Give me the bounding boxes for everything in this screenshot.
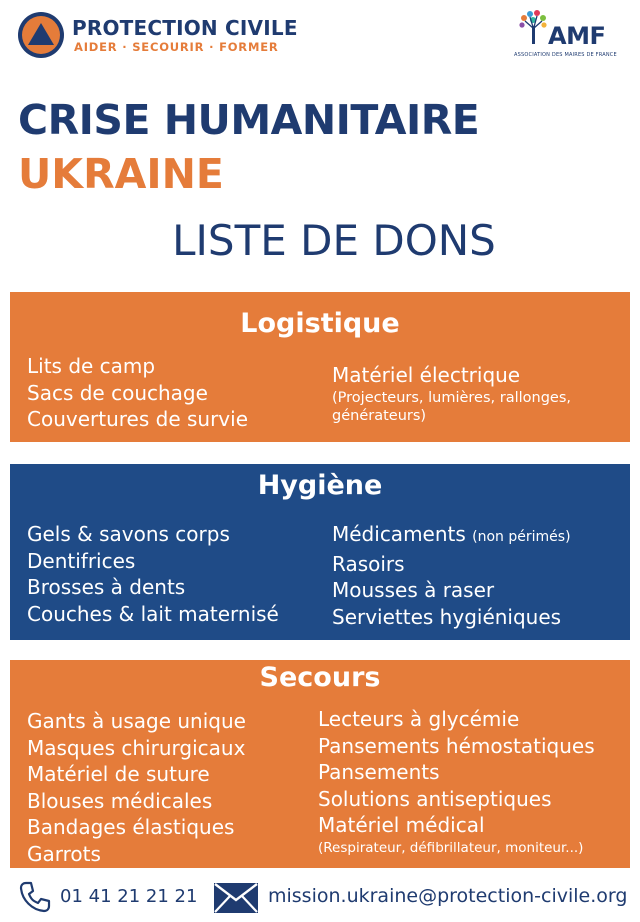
amf-tree-icon (518, 10, 548, 44)
section-title: Secours (259, 662, 381, 693)
list-item: Dentifrices (27, 548, 136, 573)
list-item: Brosses à dents (27, 575, 186, 599)
list-item: Bandages élastiques (27, 815, 235, 839)
list-item: Sacs de couchage (27, 380, 208, 405)
amf-text: AMF (548, 22, 606, 50)
list-item (332, 521, 571, 551)
logistique-right-list (332, 362, 571, 425)
amf-subtitle: ASSOCIATION DES MAIRES DE FRANCE (514, 52, 617, 58)
list-item: Pansements hémostatiques (318, 733, 595, 758)
list-item: Rasoirs (332, 551, 405, 576)
title-crise: CRISE HUMANITAIRE (18, 96, 480, 144)
list-item-detail: générateurs) (332, 407, 427, 424)
email-link[interactable]: mission.ukraine@protection-civile.org (268, 885, 628, 907)
secours-right-list (318, 706, 595, 857)
list-item: Matériel électrique (332, 363, 521, 387)
list-item: Solutions antiseptiques (318, 786, 552, 811)
list-item: Couches & lait maternisé (27, 601, 279, 626)
org-tagline: AIDER · SECOURIR · FORMER (74, 40, 279, 54)
list-item-note: (non périmés) (472, 529, 571, 545)
list-item: Mousses à raser (332, 578, 495, 602)
list-item: Couvertures de survie (27, 407, 248, 431)
list-item: Masques chirurgicaux (27, 735, 246, 760)
list-item: Serviettes hygiéniques (332, 604, 562, 629)
org-name: PROTECTION CIVILE (72, 16, 298, 40)
list-item: Blouses médicales (27, 788, 213, 813)
list-item: Gants à usage unique (27, 709, 246, 733)
list-item-detail: (Respirateur, défibrillateur, moniteur...) (318, 839, 584, 856)
section-title: Logistique (240, 308, 400, 339)
section-logistique (10, 292, 630, 442)
hygiene-right-list (332, 521, 571, 630)
section-hygiene (10, 464, 630, 640)
list-item: Lecteurs à glycémie (318, 707, 520, 731)
protection-civile-logo-icon (18, 12, 64, 58)
list-item: Matériel médical (318, 813, 485, 837)
logistique-left-list (27, 353, 248, 433)
list-item: Gels & savons corps (27, 522, 230, 546)
hygiene-left-list (27, 521, 279, 627)
secours-left-list (27, 708, 246, 867)
list-item: Lits de camp (27, 354, 156, 378)
header (0, 0, 640, 80)
title-ukraine: UKRAINE (18, 150, 224, 198)
phone-number-link[interactable]: 01 41 21 21 21 (60, 886, 198, 907)
amf-logo (508, 10, 626, 62)
phone-icon (18, 880, 52, 914)
list-item-label: Médicaments (332, 522, 466, 546)
title-liste-dons: LISTE DE DONS (172, 216, 496, 265)
list-item-detail: (Projecteurs, lumières, rallonges, (332, 389, 571, 406)
envelope-icon (214, 883, 258, 913)
list-item: Matériel de suture (27, 762, 210, 786)
list-item: Pansements (318, 760, 440, 784)
footer (0, 870, 640, 920)
section-title: Hygiène (257, 470, 383, 501)
list-item: Garrots (27, 841, 101, 866)
section-secours (10, 660, 630, 868)
